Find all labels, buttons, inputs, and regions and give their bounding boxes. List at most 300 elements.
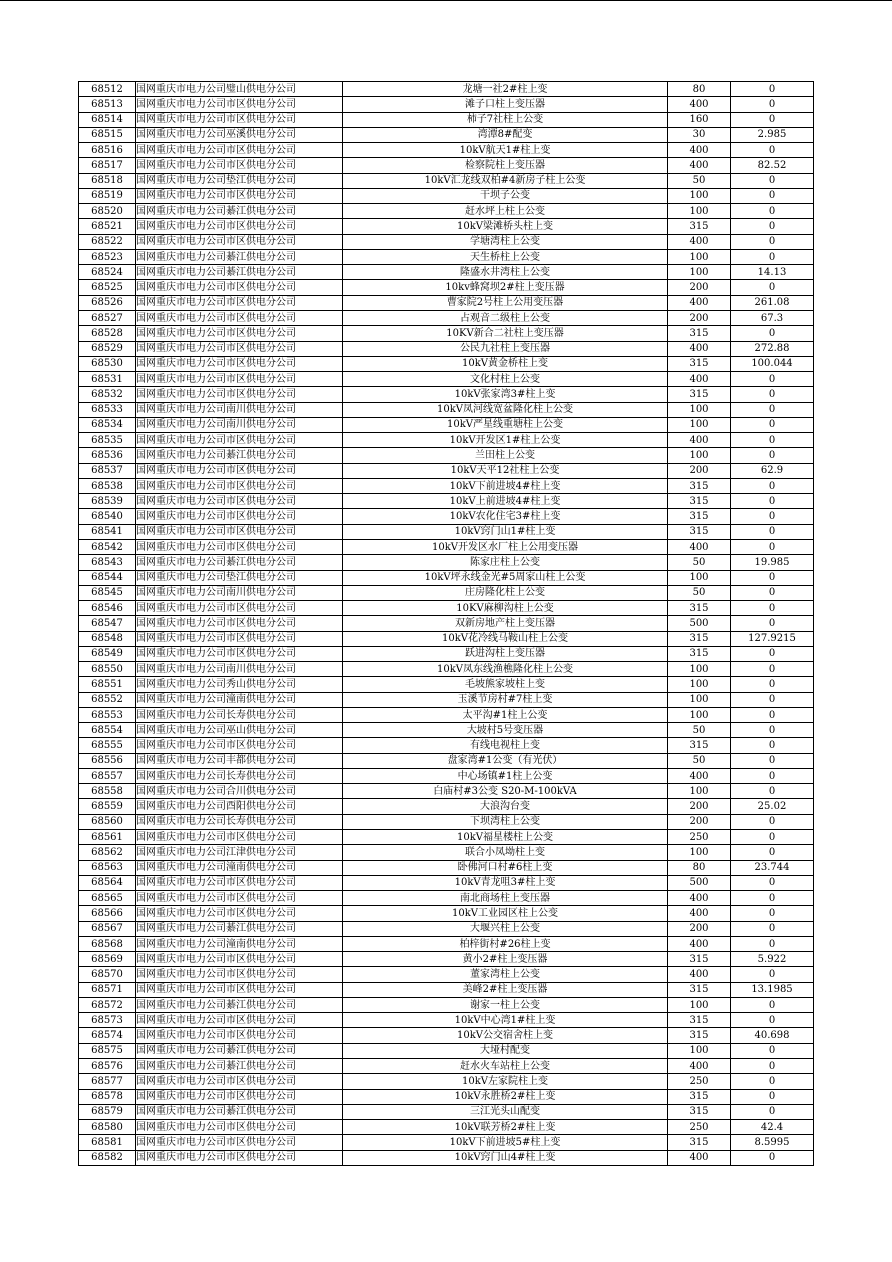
table-row: [79, 646, 814, 661]
row-id-cell: 68524: [79, 265, 136, 280]
capacity-cell: 250: [668, 1120, 731, 1135]
company-name-cell: 国网重庆市电力公司市区供电分公司: [136, 310, 343, 325]
capacity-cell: 200: [668, 814, 731, 829]
value-cell: 0: [731, 433, 814, 448]
transformer-name-cell: 大坡村5号变压器: [343, 723, 668, 738]
transformer-name-cell: 赶水坪上柱上公变: [343, 204, 668, 219]
value-cell: 0: [731, 784, 814, 799]
row-id-cell: 68553: [79, 707, 136, 722]
value-cell: 0: [731, 1043, 814, 1058]
table-body: [79, 82, 814, 1166]
company-name-cell: 国网重庆市电力公司綦江供电分公司: [136, 1043, 343, 1058]
company-name-cell: 国网重庆市电力公司市区供电分公司: [136, 982, 343, 997]
value-cell: 0: [731, 692, 814, 707]
value-cell: 0: [731, 997, 814, 1012]
capacity-cell: 100: [668, 662, 731, 677]
company-name-cell: 国网重庆市电力公司綦江供电分公司: [136, 1104, 343, 1119]
table-row: [79, 280, 814, 295]
company-name-cell: 国网重庆市电力公司市区供电分公司: [136, 952, 343, 967]
company-name-cell: 国网重庆市电力公司市区供电分公司: [136, 906, 343, 921]
row-id-cell: 68562: [79, 845, 136, 860]
company-name-cell: 国网重庆市电力公司巫溪供电分公司: [136, 127, 343, 142]
capacity-cell: 400: [668, 372, 731, 387]
transformer-name-cell: 董家湾柱上公变: [343, 967, 668, 982]
capacity-cell: 400: [668, 768, 731, 783]
row-id-cell: 68543: [79, 555, 136, 570]
capacity-cell: 400: [668, 234, 731, 249]
capacity-cell: 100: [668, 249, 731, 264]
capacity-cell: 315: [668, 478, 731, 493]
value-cell: 0: [731, 417, 814, 432]
capacity-cell: 315: [668, 524, 731, 539]
transformer-name-cell: 10kV梁滩桥头柱上变: [343, 219, 668, 234]
value-cell: 0: [731, 1150, 814, 1165]
table-row: [79, 127, 814, 142]
value-cell: 0: [731, 906, 814, 921]
capacity-cell: 80: [668, 82, 731, 97]
transformer-name-cell: 文化村柱上公变: [343, 372, 668, 387]
company-name-cell: 国网重庆市电力公司市区供电分公司: [136, 1150, 343, 1165]
value-cell: 0: [731, 326, 814, 341]
table-row: [79, 982, 814, 997]
table-row: [79, 387, 814, 402]
capacity-cell: 315: [668, 631, 731, 646]
table-row: [79, 494, 814, 509]
row-id-cell: 68527: [79, 310, 136, 325]
company-name-cell: 国网重庆市电力公司市区供电分公司: [136, 143, 343, 158]
transformer-name-cell: 10kV工业园区柱上公变: [343, 906, 668, 921]
row-id-cell: 68550: [79, 662, 136, 677]
table-row: [79, 845, 814, 860]
row-id-cell: 68513: [79, 97, 136, 112]
company-name-cell: 国网重庆市电力公司垫江供电分公司: [136, 173, 343, 188]
table-row: [79, 1074, 814, 1089]
row-id-cell: 68566: [79, 906, 136, 921]
table-row: [79, 295, 814, 310]
capacity-cell: 315: [668, 1013, 731, 1028]
value-cell: 0: [731, 524, 814, 539]
value-cell: 0: [731, 921, 814, 936]
company-name-cell: 国网重庆市电力公司潼南供电分公司: [136, 860, 343, 875]
transformer-name-cell: 龙塘一社2#柱上变: [343, 82, 668, 97]
company-name-cell: 国网重庆市电力公司市区供电分公司: [136, 601, 343, 616]
capacity-cell: 200: [668, 310, 731, 325]
row-id-cell: 68563: [79, 860, 136, 875]
transformer-name-cell: 双新房地产柱上变压器: [343, 616, 668, 631]
transformer-name-cell: 公民九社柱上变压器: [343, 341, 668, 356]
transformer-name-cell: 10kV左家院柱上变: [343, 1074, 668, 1089]
capacity-cell: 100: [668, 1043, 731, 1058]
company-name-cell: 国网重庆市电力公司市区供电分公司: [136, 188, 343, 203]
capacity-cell: 30: [668, 127, 731, 142]
capacity-cell: 100: [668, 845, 731, 860]
table-row: [79, 875, 814, 890]
value-cell: 0: [731, 494, 814, 509]
table-row: [79, 753, 814, 768]
table-row: [79, 814, 814, 829]
row-id-cell: 68546: [79, 601, 136, 616]
transformer-name-cell: 太平沟#1柱上公变: [343, 707, 668, 722]
transformer-name-cell: 10kV开发区1#柱上公变: [343, 433, 668, 448]
capacity-cell: 200: [668, 799, 731, 814]
row-id-cell: 68560: [79, 814, 136, 829]
row-id-cell: 68516: [79, 143, 136, 158]
table-row: [79, 1135, 814, 1150]
capacity-cell: 400: [668, 967, 731, 982]
transformer-name-cell: 柏梓街村#26柱上变: [343, 936, 668, 951]
transformer-name-cell: 柿子7社柱上公变: [343, 112, 668, 127]
company-name-cell: 国网重庆市电力公司市区供电分公司: [136, 158, 343, 173]
capacity-cell: 400: [668, 143, 731, 158]
capacity-cell: 400: [668, 906, 731, 921]
company-name-cell: 国网重庆市电力公司南川供电分公司: [136, 402, 343, 417]
company-name-cell: 国网重庆市电力公司市区供电分公司: [136, 738, 343, 753]
capacity-cell: 250: [668, 1074, 731, 1089]
value-cell: 0: [731, 448, 814, 463]
row-id-cell: 68561: [79, 830, 136, 845]
company-name-cell: 国网重庆市电力公司市区供电分公司: [136, 1074, 343, 1089]
table-row: [79, 463, 814, 478]
transformer-name-cell: 10kV严星线重塘柱上公变: [343, 417, 668, 432]
value-cell: 2.985: [731, 127, 814, 142]
transformer-name-cell: 兰田柱上公变: [343, 448, 668, 463]
transformer-name-cell: 10kV天平12社柱上公变: [343, 463, 668, 478]
row-id-cell: 68537: [79, 463, 136, 478]
table-row: [79, 631, 814, 646]
transformer-name-cell: 10kV福星楼柱上公变: [343, 830, 668, 845]
capacity-cell: 100: [668, 417, 731, 432]
value-cell: 0: [731, 402, 814, 417]
value-cell: 261.08: [731, 295, 814, 310]
value-cell: 0: [731, 478, 814, 493]
company-name-cell: 国网重庆市电力公司市区供电分公司: [136, 631, 343, 646]
row-id-cell: 68565: [79, 891, 136, 906]
capacity-cell: 400: [668, 539, 731, 554]
capacity-cell: 400: [668, 1059, 731, 1074]
value-cell: 0: [731, 1089, 814, 1104]
company-name-cell: 国网重庆市电力公司市区供电分公司: [136, 356, 343, 371]
row-id-cell: 68532: [79, 387, 136, 402]
row-id-cell: 68512: [79, 82, 136, 97]
capacity-cell: 200: [668, 463, 731, 478]
capacity-cell: 400: [668, 97, 731, 112]
table-row: [79, 891, 814, 906]
row-id-cell: 68535: [79, 433, 136, 448]
transformer-name-cell: 干坝子公变: [343, 188, 668, 203]
row-id-cell: 68542: [79, 539, 136, 554]
company-name-cell: 国网重庆市电力公司綦江供电分公司: [136, 997, 343, 1012]
row-id-cell: 68567: [79, 921, 136, 936]
row-id-cell: 68540: [79, 509, 136, 524]
capacity-cell: 400: [668, 158, 731, 173]
row-id-cell: 68531: [79, 372, 136, 387]
company-name-cell: 国网重庆市电力公司垫江供电分公司: [136, 570, 343, 585]
transformer-name-cell: 赶水火车站柱上公变: [343, 1059, 668, 1074]
table-row: [79, 692, 814, 707]
value-cell: 0: [731, 143, 814, 158]
row-id-cell: 68572: [79, 997, 136, 1012]
table-row: [79, 539, 814, 554]
capacity-cell: 100: [668, 677, 731, 692]
company-name-cell: 国网重庆市电力公司酉阳供电分公司: [136, 799, 343, 814]
company-name-cell: 国网重庆市电力公司市区供电分公司: [136, 387, 343, 402]
transformer-name-cell: 10kV下前进坡4#柱上变: [343, 478, 668, 493]
row-id-cell: 68549: [79, 646, 136, 661]
table-row: [79, 570, 814, 585]
transformer-name-cell: 陈家庄柱上公变: [343, 555, 668, 570]
capacity-cell: 400: [668, 295, 731, 310]
capacity-cell: 315: [668, 952, 731, 967]
row-id-cell: 68530: [79, 356, 136, 371]
transformer-name-cell: 10kV窍门山4#柱上变: [343, 1150, 668, 1165]
transformer-name-cell: 10kV窍门山1#柱上变: [343, 524, 668, 539]
table-row: [79, 601, 814, 616]
capacity-cell: 500: [668, 616, 731, 631]
table-row: [79, 799, 814, 814]
value-cell: 25.02: [731, 799, 814, 814]
row-id-cell: 68525: [79, 280, 136, 295]
transformer-name-cell: 白庙村#3公变 S20-M-100kVA: [343, 784, 668, 799]
table-row: [79, 173, 814, 188]
row-id-cell: 68581: [79, 1135, 136, 1150]
transformer-name-cell: 10kV花冷线马鞍山柱上公变: [343, 631, 668, 646]
company-name-cell: 国网重庆市电力公司綦江供电分公司: [136, 448, 343, 463]
row-id-cell: 68523: [79, 249, 136, 264]
table-row: [79, 97, 814, 112]
capacity-cell: 250: [668, 830, 731, 845]
table-row: [79, 906, 814, 921]
transformer-name-cell: 卧佛河口村#6柱上变: [343, 860, 668, 875]
capacity-cell: 500: [668, 875, 731, 890]
row-id-cell: 68519: [79, 188, 136, 203]
value-cell: 0: [731, 738, 814, 753]
value-cell: 0: [731, 814, 814, 829]
company-name-cell: 国网重庆市电力公司市区供电分公司: [136, 433, 343, 448]
row-id-cell: 68518: [79, 173, 136, 188]
company-name-cell: 国网重庆市电力公司丰都供电分公司: [136, 753, 343, 768]
value-cell: 0: [731, 1104, 814, 1119]
capacity-cell: 315: [668, 1135, 731, 1150]
value-cell: 19.985: [731, 555, 814, 570]
transformer-name-cell: 10kV开发区水厂柱上公用变压器: [343, 539, 668, 554]
value-cell: 0: [731, 1013, 814, 1028]
company-name-cell: 国网重庆市电力公司市区供电分公司: [136, 891, 343, 906]
table-row: [79, 310, 814, 325]
capacity-cell: 315: [668, 1104, 731, 1119]
company-name-cell: 国网重庆市电力公司市区供电分公司: [136, 524, 343, 539]
company-name-cell: 国网重庆市电力公司市区供电分公司: [136, 494, 343, 509]
table-row: [79, 112, 814, 127]
value-cell: 0: [731, 936, 814, 951]
capacity-cell: 50: [668, 753, 731, 768]
value-cell: 100.044: [731, 356, 814, 371]
capacity-cell: 50: [668, 555, 731, 570]
row-id-cell: 68579: [79, 1104, 136, 1119]
value-cell: 0: [731, 616, 814, 631]
table-row: [79, 402, 814, 417]
company-name-cell: 国网重庆市电力公司江津供电分公司: [136, 845, 343, 860]
row-id-cell: 68529: [79, 341, 136, 356]
table-row: [79, 234, 814, 249]
company-name-cell: 国网重庆市电力公司市区供电分公司: [136, 1120, 343, 1135]
company-name-cell: 国网重庆市电力公司市区供电分公司: [136, 478, 343, 493]
capacity-cell: 100: [668, 784, 731, 799]
capacity-cell: 200: [668, 921, 731, 936]
table-row: [79, 82, 814, 97]
row-id-cell: 68578: [79, 1089, 136, 1104]
company-name-cell: 国网重庆市电力公司市区供电分公司: [136, 341, 343, 356]
capacity-cell: 315: [668, 601, 731, 616]
transformer-name-cell: 三江光头山配变: [343, 1104, 668, 1119]
table-row: [79, 249, 814, 264]
company-name-cell: 国网重庆市电力公司市区供电分公司: [136, 112, 343, 127]
transformer-name-cell: 有线电视柱上变: [343, 738, 668, 753]
transformer-name-cell: 黄小2#柱上变压器: [343, 952, 668, 967]
company-name-cell: 国网重庆市电力公司市区供电分公司: [136, 280, 343, 295]
row-id-cell: 68557: [79, 768, 136, 783]
table-row: [79, 265, 814, 280]
row-id-cell: 68533: [79, 402, 136, 417]
value-cell: 0: [731, 82, 814, 97]
row-id-cell: 68521: [79, 219, 136, 234]
transformer-name-cell: 学塘湾柱上公变: [343, 234, 668, 249]
row-id-cell: 68526: [79, 295, 136, 310]
transformer-name-cell: 10kV联芳桥2#柱上变: [343, 1120, 668, 1135]
company-name-cell: 国网重庆市电力公司长寿供电分公司: [136, 768, 343, 783]
transformer-name-cell: 10kV坪永线金光#5周家山柱上公变: [343, 570, 668, 585]
company-name-cell: 国网重庆市电力公司綦江供电分公司: [136, 265, 343, 280]
value-cell: 82.52: [731, 158, 814, 173]
company-name-cell: 国网重庆市电力公司市区供电分公司: [136, 463, 343, 478]
capacity-cell: 100: [668, 997, 731, 1012]
value-cell: 0: [731, 707, 814, 722]
capacity-cell: 50: [668, 723, 731, 738]
page-top-rule: [0, 0, 892, 1]
value-cell: 8.5995: [731, 1135, 814, 1150]
capacity-cell: 100: [668, 204, 731, 219]
value-cell: 0: [731, 830, 814, 845]
transformer-name-cell: 10kV凤东线渔樵隆化柱上公变: [343, 662, 668, 677]
company-name-cell: 国网重庆市电力公司市区供电分公司: [136, 830, 343, 845]
capacity-cell: 400: [668, 891, 731, 906]
row-id-cell: 68536: [79, 448, 136, 463]
company-name-cell: 国网重庆市电力公司市区供电分公司: [136, 326, 343, 341]
value-cell: 272.88: [731, 341, 814, 356]
transformer-name-cell: 下坝湾柱上公变: [343, 814, 668, 829]
transformer-name-cell: 10kV下前进坡5#柱上变: [343, 1135, 668, 1150]
transformer-name-cell: 庄房隆化柱上公变: [343, 585, 668, 600]
value-cell: 0: [731, 173, 814, 188]
value-cell: 0: [731, 753, 814, 768]
table-row: [79, 1028, 814, 1043]
value-cell: 0: [731, 768, 814, 783]
transformer-name-cell: 玉溪节房村#7柱上变: [343, 692, 668, 707]
transformer-name-cell: 盘家湾#1公变（有光伏）: [343, 753, 668, 768]
transformer-name-cell: 联合小凤坳柱上变: [343, 845, 668, 860]
company-name-cell: 国网重庆市电力公司市区供电分公司: [136, 1135, 343, 1150]
transformer-table: [78, 81, 814, 1166]
row-id-cell: 68569: [79, 952, 136, 967]
capacity-cell: 100: [668, 402, 731, 417]
value-cell: 0: [731, 646, 814, 661]
value-cell: 0: [731, 677, 814, 692]
company-name-cell: 国网重庆市电力公司潼南供电分公司: [136, 936, 343, 951]
table-row: [79, 356, 814, 371]
row-id-cell: 68571: [79, 982, 136, 997]
value-cell: 0: [731, 570, 814, 585]
table-row: [79, 326, 814, 341]
row-id-cell: 68515: [79, 127, 136, 142]
company-name-cell: 国网重庆市电力公司南川供电分公司: [136, 417, 343, 432]
capacity-cell: 400: [668, 1150, 731, 1165]
capacity-cell: 100: [668, 692, 731, 707]
company-name-cell: 国网重庆市电力公司璧山供电分公司: [136, 82, 343, 97]
table-row: [79, 219, 814, 234]
company-name-cell: 国网重庆市电力公司合川供电分公司: [136, 784, 343, 799]
row-id-cell: 68541: [79, 524, 136, 539]
table-row: [79, 936, 814, 951]
transformer-name-cell: 中心场镇#1柱上公变: [343, 768, 668, 783]
company-name-cell: 国网重庆市电力公司綦江供电分公司: [136, 204, 343, 219]
capacity-cell: 315: [668, 387, 731, 402]
table-row: [79, 448, 814, 463]
transformer-name-cell: 10kV永胜桥2#柱上变: [343, 1089, 668, 1104]
table-row: [79, 738, 814, 753]
row-id-cell: 68556: [79, 753, 136, 768]
transformer-name-cell: 10kV农化住宅3#柱上变: [343, 509, 668, 524]
table-row: [79, 921, 814, 936]
capacity-cell: 315: [668, 646, 731, 661]
value-cell: 0: [731, 891, 814, 906]
transformer-name-cell: 10kV中心湾1#柱上变: [343, 1013, 668, 1028]
table-row: [79, 417, 814, 432]
value-cell: 0: [731, 1059, 814, 1074]
row-id-cell: 68574: [79, 1028, 136, 1043]
row-id-cell: 68576: [79, 1059, 136, 1074]
company-name-cell: 国网重庆市电力公司綦江供电分公司: [136, 1059, 343, 1074]
company-name-cell: 国网重庆市电力公司市区供电分公司: [136, 1028, 343, 1043]
value-cell: 0: [731, 585, 814, 600]
capacity-cell: 315: [668, 219, 731, 234]
transformer-name-cell: 10KV新合二社柱上变压器: [343, 326, 668, 341]
capacity-cell: 315: [668, 982, 731, 997]
value-cell: 0: [731, 539, 814, 554]
table-row: [79, 478, 814, 493]
capacity-cell: 400: [668, 936, 731, 951]
table-row: [79, 723, 814, 738]
company-name-cell: 国网重庆市电力公司市区供电分公司: [136, 616, 343, 631]
company-name-cell: 国网重庆市电力公司巫山供电分公司: [136, 723, 343, 738]
company-name-cell: 国网重庆市电力公司市区供电分公司: [136, 234, 343, 249]
company-name-cell: 国网重庆市电力公司綦江供电分公司: [136, 921, 343, 936]
table-row: [79, 1059, 814, 1074]
company-name-cell: 国网重庆市电力公司綦江供电分公司: [136, 249, 343, 264]
value-cell: 40.698: [731, 1028, 814, 1043]
row-id-cell: 68514: [79, 112, 136, 127]
transformer-name-cell: 大垭村配变: [343, 1043, 668, 1058]
table-row: [79, 524, 814, 539]
transformer-name-cell: 南北商场柱上变压器: [343, 891, 668, 906]
transformer-name-cell: 跃进沟柱上变压器: [343, 646, 668, 661]
table-row: [79, 768, 814, 783]
company-name-cell: 国网重庆市电力公司长寿供电分公司: [136, 707, 343, 722]
capacity-cell: 100: [668, 570, 731, 585]
table-row: [79, 372, 814, 387]
capacity-cell: 100: [668, 188, 731, 203]
transformer-name-cell: 10kV凤河线宽盆隆化柱上公变: [343, 402, 668, 417]
row-id-cell: 68551: [79, 677, 136, 692]
company-name-cell: 国网重庆市电力公司市区供电分公司: [136, 646, 343, 661]
